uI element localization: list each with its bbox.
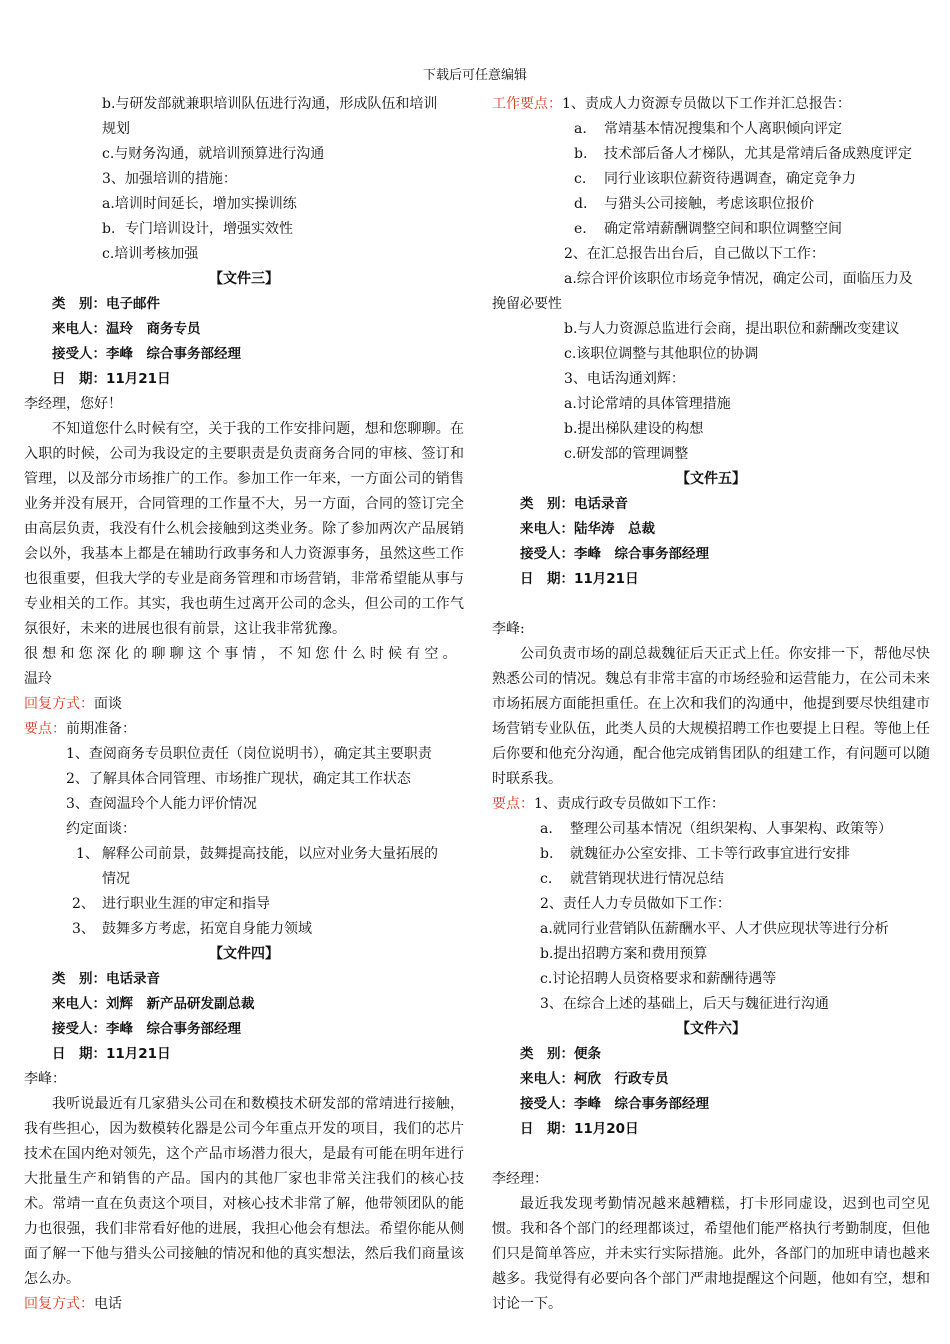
file3-title: 【文件三】 (209, 271, 279, 287)
page-header: 下载后可任意编辑 (422, 68, 527, 83)
work-point-2: 2、在汇总报告出台后，自己做以下工作： (564, 246, 825, 262)
file6-caller: 来电人：柯欣 行政专员 (520, 1071, 669, 1087)
list-item: 3、查阅温玲个人能力评价情况 (66, 796, 257, 812)
list-item: 3、加强培训的措施： (102, 171, 237, 187)
file3-greeting: 李经理，您好！ (24, 396, 122, 412)
right-column (492, 92, 930, 1317)
list-item: c.讨论招聘人员资格要求和薪酬待遇等 (540, 971, 777, 987)
list-item-continued: 情况 (102, 871, 130, 887)
file6-date: 日 期：11月20日 (520, 1121, 639, 1137)
list-item: c.该职位调整与其他职位的协调 (564, 346, 759, 362)
list-item: 确定常靖薪酬调整空间和职位调整空间 (604, 221, 842, 237)
work-point-1: 1、责成人力资源专员做以下工作并汇总报告： (562, 96, 851, 112)
list-number: 1、 (76, 846, 99, 862)
file3-date: 日 期：11月21日 (52, 371, 171, 387)
list-item: 2、责任人力专员做如下工作： (540, 896, 731, 912)
file3-body-last: 很想和您深化的聊聊这个事情，不知您什么时候有空。 (24, 646, 461, 662)
list-item: 同行业该职位薪资待遇调查，确定竞争力 (604, 171, 856, 187)
list-item: 进行职业生涯的审定和指导 (102, 896, 270, 912)
list-letter: b. (574, 146, 588, 162)
list-letter: d. (574, 196, 588, 212)
list-item: b.与人力资源总监进行会商，提出职位和薪酬改变建议 (564, 321, 900, 337)
list-item: 1、查阅商务专员职位责任（岗位说明书），确定其主要职责 (66, 746, 432, 762)
list-item: 常靖基本情况搜集和个人离职倾向评定 (604, 121, 842, 137)
file5-category: 类 别：电话录音 (520, 496, 628, 512)
list-item: 就营销现状进行情况总结 (570, 871, 724, 887)
file4-category: 类 别：电话录音 (52, 971, 160, 987)
list-item: 解释公司前景，鼓舞提高技能，以应对业务大量拓展的 (102, 846, 438, 862)
file4-caller: 来电人：刘辉 新产品研发副总裁 (52, 996, 255, 1012)
reply-method-label: 回复方式： (24, 1296, 94, 1312)
list-letter: a. (540, 821, 553, 837)
file3-body: 不知道您什么时候有空，关于我的工作安排问题，想和您聊聊。在入职的时候，公司为我设定的主要职责是负责商务合同的审核、签订和管理，以及部分市场推广的工作。参加工作一年来，一方面公司的销售业务并没有展开，合同管理的工作量不大，另一方面，合同的签订完全由高层负责，我没有什么机会接触到这类业务。除了参加两次产品展销会以外，我基本上都是在辅助行政事务和人力资源事务，虽然这些工作也很重要，但我大学的专业是商务管理和市场营销，非常希望能从事与专业相关的工作。其实，我也萌生过离开公司的念头，但公司的工作气氛很好，未来的进展也很有前景，这让我非常犹豫。 (24, 421, 464, 637)
file5-receiver: 接受人：李峰 综合事务部经理 (520, 546, 709, 562)
list-item: a.就同行业营销队伍薪酬水平、人才供应现状等进行分析 (540, 921, 889, 937)
work-point-3: 3、电话沟通刘辉： (564, 371, 685, 387)
list-item: c.研发部的管理调整 (564, 446, 689, 462)
list-item: 整理公司基本情况（组织架构、人事架构、政策等） (570, 821, 892, 837)
file6-greeting: 李经理： (492, 1171, 548, 1187)
file6-title: 【文件六】 (676, 1021, 746, 1037)
file6-category: 类 别：便条 (520, 1046, 601, 1062)
file4-receiver: 接受人：李峰 综合事务部经理 (52, 1021, 241, 1037)
file6-body: 最近我发现考勤情况越来越糟糕，打卡形同虚设，迟到也司空见惯。我和各个部门的经理都谈过，希望他们能严格执行考勤制度，但他们只是简单答应，并未实行实际措施。此外，各部门的加班申请也越来越多。我觉得有必要向各个部门严肃地提醒这个问题，他如有空，想和讨论一下。 (492, 1196, 930, 1312)
list-item: c.培训考核加强 (102, 246, 199, 262)
file4-body: 我听说最近有几家猎头公司在和数模技术研发部的常靖进行接触，我有些担心，因为数模转化器是公司今年重点开发的项目，我们的芯片技术在国内绝对领先，这个产品市场潜力很大，是最有可能在明年进行大批量生产和销售的产品。国内的其他厂家也非常关注我们的核心技术。常靖一直在负责这个项目，对核心技术非常了解，他带领团队的能力也很强，我们非常看好他的进展，我担心他会有想法。希望你能从侧面了解一下他与猎头公司接触的情况和他的真实想法，然后我们商量该怎么办。 (24, 1096, 464, 1287)
list-item: c.与财务沟通，就培训预算进行沟通 (102, 146, 325, 162)
file5-caller: 来电人：陆华涛 总裁 (520, 521, 655, 537)
file3-signature: 温玲 (24, 671, 52, 687)
file6-receiver: 接受人：李峰 综合事务部经理 (520, 1096, 709, 1112)
list-item: a.讨论常靖的具体管理措施 (564, 396, 731, 412)
list-letter: a. (574, 121, 587, 137)
file3-caller: 来电人：温玲 商务专员 (52, 321, 201, 337)
file3-category: 类 别：电子邮件 (52, 296, 160, 312)
file5-body: 公司负责市场的副总裁魏征后天正式上任。你安排一下，帮他尽快熟悉公司的情况。魏总有非常丰富的市场经验和运营能力，在公司未来市场拓展方面能担重任。在上次和我们的沟通中，他提到要尽快组建市场营销专业队伍，此类人员的大规模招聘工作也要提上日程。等他上任后你要和他充分沟通，配合他完成销售团队的组建工作，有问题可以随时联系我。 (492, 646, 930, 787)
list-item: 就魏征办公室安排、工卡等行政事宜进行安排 (570, 846, 850, 862)
file4-date: 日 期：11月21日 (52, 1046, 171, 1062)
list-item: a.综合评价该职位市场竞争情况，确定公司，面临压力及 (564, 271, 913, 287)
list-item: 规划 (102, 121, 130, 137)
list-item: b.与研发部就兼职培训队伍进行沟通，形成队伍和培训 (102, 96, 438, 112)
file5-greeting: 李峰: (492, 621, 525, 637)
list-number: 2、 (72, 896, 95, 912)
list-item: 2、了解具体合同管理、市场推广现状，确定其工作状态 (66, 771, 411, 787)
points-label: 要点： (24, 721, 66, 737)
points-intro: 前期准备： (66, 721, 136, 737)
list-item: 鼓舞多方考虑，拓宽自身能力领域 (102, 921, 312, 937)
file4-title: 【文件四】 (209, 946, 279, 962)
list-letter: e. (574, 221, 587, 237)
reply-method-label: 回复方式： (24, 696, 94, 712)
talk-label: 约定面谈： (66, 821, 136, 837)
list-item: b.提出梯队建设的构想 (564, 421, 704, 437)
file4-greeting: 李峰： (24, 1071, 66, 1087)
list-number: 3、 (72, 921, 95, 937)
reply-method-value: 电话 (94, 1296, 122, 1312)
list-letter: b. (540, 846, 554, 862)
list-letter: c. (540, 871, 553, 887)
list-item: b.提出招聘方案和费用预算 (540, 946, 708, 962)
points-label: 要点： (492, 796, 534, 812)
file5-date: 日 期：11月21日 (520, 571, 639, 587)
list-item-continued: 挽留必要性 (492, 296, 562, 312)
list-item: 3、在综合上述的基础上，后天与魏征进行沟通 (540, 996, 829, 1012)
work-points-label: 工作要点： (492, 96, 562, 112)
list-item: b．专门培训设计，增强实效性 (102, 221, 293, 237)
reply-method-value: 面谈 (94, 696, 122, 712)
points-first: 1、责成行政专员做如下工作： (534, 796, 725, 812)
list-item: 技术部后备人才梯队，尤其是常靖后备成熟度评定 (604, 146, 912, 162)
left-column (24, 92, 464, 1317)
list-item: 与猎头公司接触，考虑该职位报价 (604, 196, 814, 212)
file5-title: 【文件五】 (676, 471, 746, 487)
list-item: a.培训时间延长，增加实操训练 (102, 196, 297, 212)
list-letter: c. (574, 171, 587, 187)
file3-receiver: 接受人：李峰 综合事务部经理 (52, 346, 241, 362)
